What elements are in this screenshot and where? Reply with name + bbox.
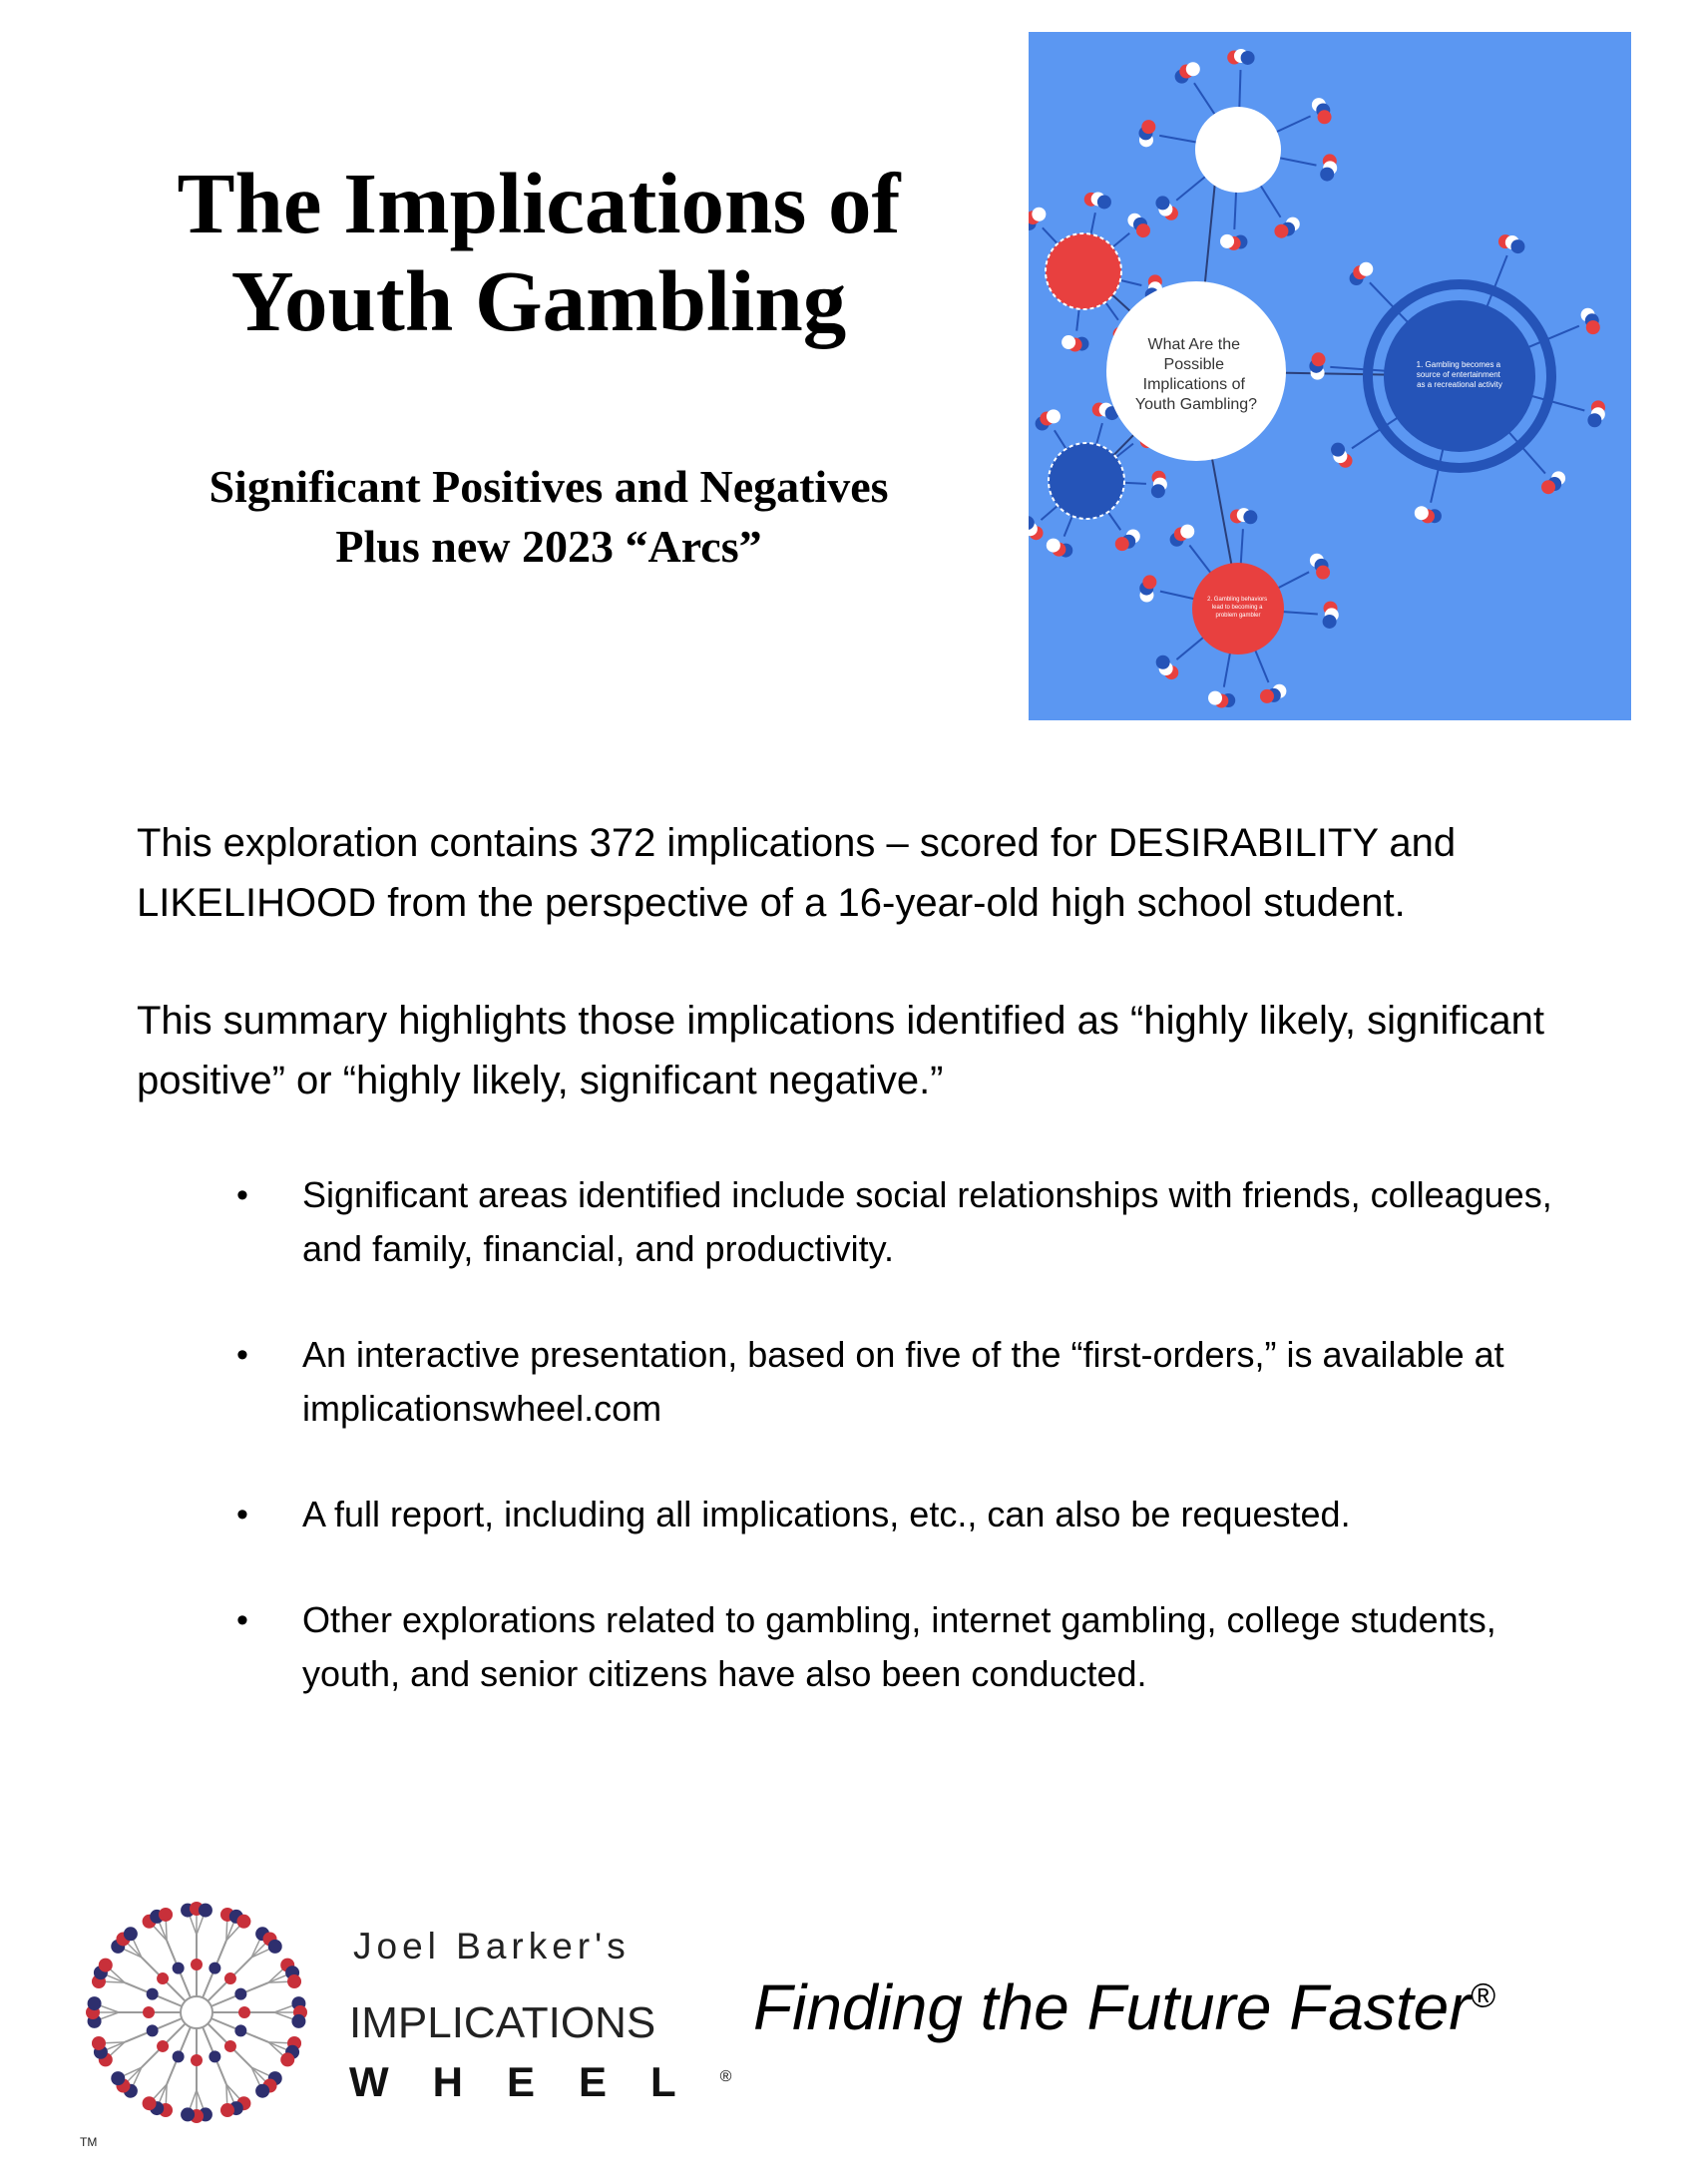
logo-node [143, 2006, 155, 2018]
logo-node [220, 2103, 234, 2117]
logo-center-hub [181, 1996, 212, 2028]
registered-mark: ® [719, 2068, 732, 2085]
logo-node [268, 1940, 282, 1954]
logo-node [209, 2050, 220, 2062]
logo-node [147, 2024, 159, 2036]
molecule-atom [1320, 168, 1334, 182]
cover-image [1029, 32, 1631, 720]
molecule-atom [1318, 110, 1332, 124]
logo-node [157, 2040, 169, 2052]
bullet-text: An interactive presentation, based on five of the “first-orders,” is available at implicationswheel.com [302, 1334, 1504, 1429]
molecule-atom [1274, 224, 1288, 238]
molecule-atom [1151, 484, 1165, 498]
logo-node [209, 1963, 220, 1974]
logo-node [280, 2052, 294, 2066]
logo-node [143, 2096, 157, 2110]
molecule-atom [1243, 510, 1257, 524]
tagline-registered-mark: ® [1470, 1976, 1495, 2015]
title-line-1: The Implications of [177, 155, 901, 251]
brand-owner: Joel Barker's [353, 1926, 631, 1966]
bullet-item [137, 1593, 1593, 1701]
node-right-text: 1. Gambling becomes a source of entertainment as a recreational activity [1416, 360, 1502, 389]
logo-node [147, 1988, 159, 2000]
molecule-atom [1115, 537, 1129, 551]
logo-node [236, 1915, 250, 1929]
bullet-item [137, 1328, 1593, 1436]
subtitle-line-2: Plus new 2023 “Arcs” [335, 521, 762, 572]
logo-node [234, 1988, 246, 2000]
summary-paragraph: This summary highlights those implications identified as “highly likely, significant positive” or “highly likely, significant negative.” [137, 999, 1544, 1102]
logo-node [199, 1904, 212, 1918]
bullet-item [137, 1168, 1593, 1276]
body-content [137, 813, 1593, 1753]
bullet-text: Significant areas identified include social relationships with friends, colleagues, and family, financial, and productivity. [302, 1174, 1552, 1269]
node-left-lower [1049, 443, 1124, 519]
brand-wheel [349, 2058, 731, 2106]
tagline [753, 1970, 1495, 2044]
subtitle-line-1: Significant Positives and Negatives [209, 461, 889, 512]
logo-node [224, 1972, 236, 1984]
molecule-atom [1136, 223, 1150, 237]
logo-node [157, 1972, 169, 1984]
logo-node [173, 2050, 185, 2062]
molecule-atom [1047, 539, 1060, 553]
logo-node [191, 2054, 203, 2066]
logo-node [124, 1927, 138, 1941]
molecule-atom [1241, 51, 1255, 65]
intro-paragraph: This exploration contains 372 implications – scored for DESIRABILITY and LIKELIHOOD from the perspective of a 16-year-old high school student. [137, 821, 1457, 925]
molecule-atom [1541, 480, 1555, 494]
bullet-text: Other explorations related to gambling, internet gambling, college students, youth, and senior citizens have also been conducted. [302, 1599, 1496, 1694]
molecule-atom [1141, 120, 1155, 134]
node-bottom-text: 2. Gambling behaviors lead to becoming a problem gambler [1207, 597, 1268, 619]
molecule-atom [1220, 234, 1234, 248]
page-subtitle [110, 457, 988, 577]
implications-wheel-logo [75, 1891, 319, 2135]
logo-node [191, 1959, 203, 1970]
molecule-atom [1323, 615, 1337, 629]
logo-node [287, 1974, 301, 1988]
bullet-text: A full report, including all implications, etc., can also be requested. [302, 1494, 1351, 1534]
molecule-atom [1331, 443, 1345, 457]
molecule-atom [1260, 689, 1274, 703]
bullet-dot: • [236, 1496, 248, 1533]
bullet-dot: • [236, 1336, 248, 1374]
molecule-atom [1156, 655, 1170, 669]
molecule-atom [1208, 691, 1222, 705]
molecule-atom [1047, 409, 1060, 423]
center-node-text: What Are the Possible Implications of Youth Gambling? [1134, 336, 1258, 413]
logo-node [255, 2084, 269, 2098]
bullet-dot: • [236, 1601, 248, 1639]
logo-node [238, 2006, 250, 2018]
bullet-item [137, 1488, 1593, 1541]
molecule-atom [1155, 196, 1169, 210]
logo-node [99, 1959, 113, 1972]
bullet-dot: • [236, 1176, 248, 1214]
molecule-atom [1586, 320, 1600, 334]
logo-node [88, 1996, 102, 2010]
highlights-list [137, 1168, 1593, 1701]
molecule-atom [1415, 506, 1429, 520]
tagline-text: Finding the Future Faster [753, 1971, 1471, 2043]
trademark-mark: TM [80, 2135, 98, 2149]
logo-node [224, 2040, 236, 2052]
molecule-atom [1061, 335, 1075, 349]
logo-node [181, 2107, 195, 2121]
page-title [90, 155, 988, 350]
molecule-atom [1312, 352, 1326, 366]
logo-node [159, 1908, 173, 1922]
molecule-atom [1180, 525, 1194, 539]
molecule-atom [1097, 195, 1111, 209]
molecule-atom [1316, 566, 1330, 580]
brand-wheel-text: WHEEL [349, 2058, 720, 2105]
molecule-atom [1359, 262, 1373, 276]
node-left-upper [1046, 233, 1121, 309]
molecule-atom [1186, 62, 1200, 76]
logo-node [234, 2024, 246, 2036]
node-top [1195, 107, 1281, 193]
brand-name: IMPLICATIONS [349, 1998, 656, 2047]
molecule-atom [1142, 575, 1156, 589]
logo-node [92, 2036, 106, 2050]
title-line-2: Youth Gambling [230, 252, 847, 349]
logo-node [173, 1963, 185, 1974]
molecule-atom [1587, 413, 1601, 427]
molecule-atom [1032, 208, 1046, 221]
logo-node [291, 2014, 305, 2028]
molecule-atom [1510, 239, 1524, 253]
logo-node [111, 2071, 125, 2085]
